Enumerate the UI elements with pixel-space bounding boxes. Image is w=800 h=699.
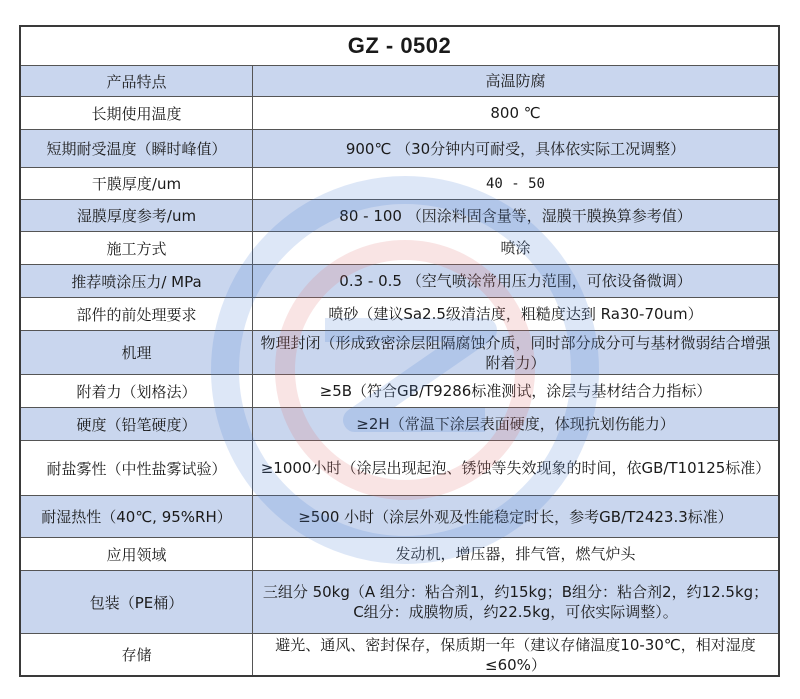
table-title: GZ - 0502 — [21, 27, 778, 66]
row-value: 800 ℃ — [490, 104, 541, 122]
row-value: 避光、通风、密封保存，保质期一年（建议存储温度10-30℃，相对湿度≤60%） — [275, 635, 756, 674]
row-label: 部件的前处理要求 — [21, 298, 253, 330]
row-label: 短期耐受温度（瞬时峰值） — [21, 130, 253, 167]
row-value: 发动机，增压器，排气管，燃气炉头 — [395, 545, 636, 563]
table-row — [21, 200, 778, 232]
row-value: ≥2H（常温下涂层表面硬度，体现抗划伤能力） — [356, 415, 675, 433]
table-row — [21, 168, 778, 200]
row-value: 900℃ （30分钟内可耐受，具体依实际工况调整） — [345, 139, 686, 158]
row-value: 物理封闭（形成致密涂层阻隔腐蚀介质，同时部分成分可与基材微弱结合增强附着力） — [260, 333, 771, 372]
row-label: 应用领域 — [21, 538, 253, 570]
table-row — [21, 265, 778, 298]
table-row — [21, 571, 778, 634]
row-label: 存储 — [21, 634, 253, 675]
table-row — [21, 634, 778, 675]
row-label: 产品特点 — [21, 66, 253, 96]
row-label: 耐盐雾性（中性盐雾试验） — [21, 441, 253, 495]
table-row — [21, 331, 778, 375]
row-label: 机理 — [21, 331, 253, 374]
row-label: 附着力（划格法） — [21, 375, 253, 407]
table-row — [21, 232, 778, 265]
row-value: 高温防腐 — [485, 72, 546, 90]
row-value: 喷涂 — [500, 239, 531, 257]
table-row — [21, 375, 778, 408]
row-value: 喷砂（建议Sa2.5级清洁度，粗糙度达到 Ra30-70um） — [328, 305, 703, 323]
spec-table — [19, 25, 780, 677]
row-value: ≥5B（符合GB/T9286标准测试，涂层与基材结合力指标） — [319, 382, 712, 400]
table-row — [21, 66, 778, 97]
row-label: 长期使用温度 — [21, 97, 253, 129]
row-label: 耐湿热性（40℃, 95%RH） — [21, 496, 253, 537]
row-value: 0.3 - 0.5 （空气喷涂常用压力范围，可依设备微调） — [339, 272, 692, 290]
row-label: 推荐喷涂压力/ MPa — [21, 265, 253, 297]
row-label: 包装（PE桶） — [21, 571, 253, 633]
row-value: ≥1000小时（涂层出现起泡、锈蚀等失效现象的时间，依GB/T10125标准） — [260, 459, 771, 477]
row-label: 湿膜厚度参考/um — [21, 200, 253, 231]
row-value: 三组分 50kg（A 组分：粘合剂1，约15kg；B组分：粘合剂2，约12.5kg；C组分：成膜物质，约22.5kg，可依实际调整）。 — [262, 583, 769, 621]
table-row — [21, 538, 778, 571]
row-value: ≥500 小时（涂层外观及性能稳定时长，参考GB/T2423.3标准） — [298, 507, 733, 526]
row-label: 硬度（铅笔硬度） — [21, 408, 253, 440]
row-value: 80 - 100 （因涂料固含量等，湿膜干膜换算参考值） — [339, 206, 692, 225]
table-row — [21, 408, 778, 441]
table-row — [21, 97, 778, 130]
table-row — [21, 441, 778, 496]
table-row — [21, 496, 778, 538]
row-value: 40 - 50 — [485, 175, 545, 192]
table-row — [21, 130, 778, 168]
table-row — [21, 298, 778, 331]
row-label: 干膜厚度/um — [21, 168, 253, 199]
row-label: 施工方式 — [21, 232, 253, 264]
